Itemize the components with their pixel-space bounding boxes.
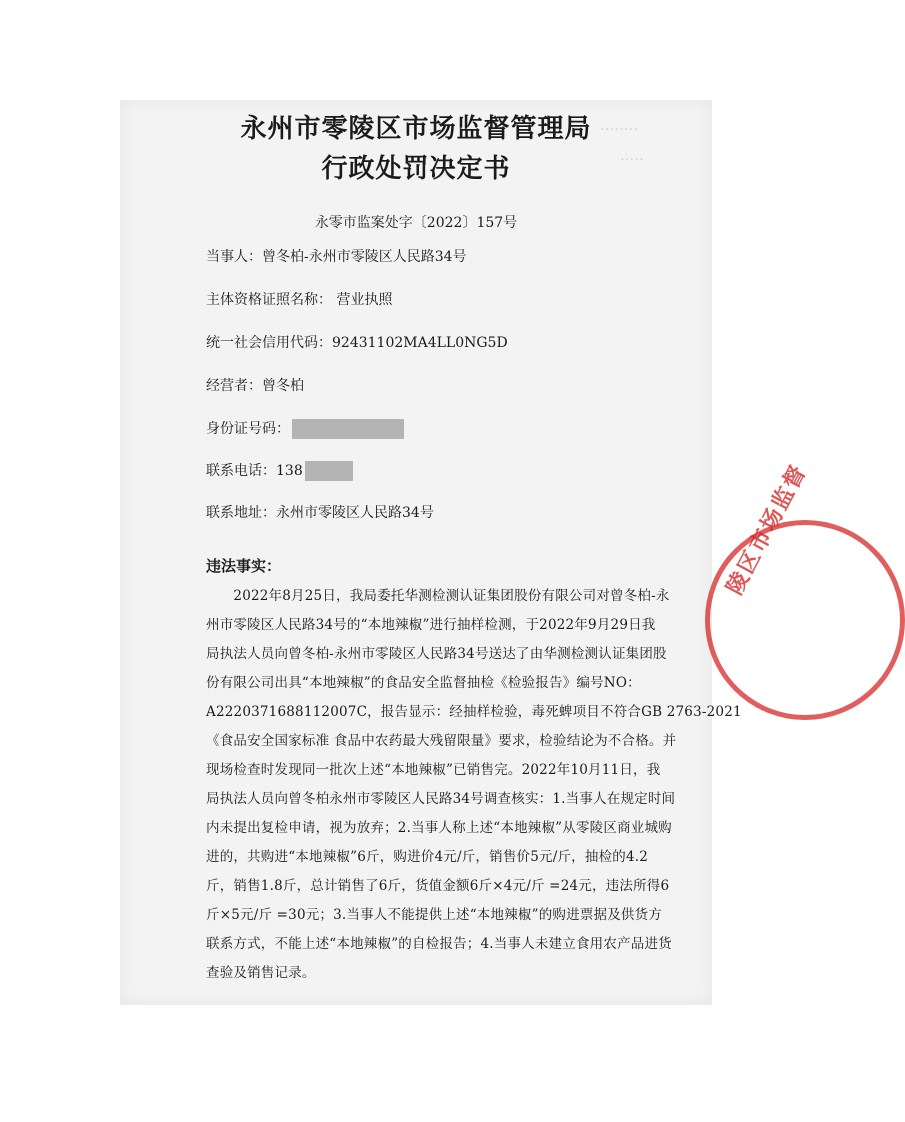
phone-label: 联系电话：138 xyxy=(206,463,303,479)
official-seal-stamp xyxy=(705,459,905,720)
facts-line: 联系方式，不能上述“本地辣椒”的自检报告；4.当事人未建立食用农产品进货 xyxy=(206,936,672,952)
address-field: 联系地址：永州市零陵区人民路34号 xyxy=(206,505,434,521)
facts-line: 局执法人员向曾冬柏-永州市零陵区人民路34号送达了由华测检测认证集团股 xyxy=(206,646,667,662)
facts-line: A2220371688112007C，报告显示：经抽样检验，毒死蜱项目不符合GB 2763-2021 xyxy=(206,704,742,720)
document-number: 永零市监案处字〔2022〕157号 xyxy=(314,215,518,231)
redaction-block xyxy=(305,461,353,481)
license-name-field: 主体资格证照名称： 营业执照 xyxy=(206,292,393,308)
id-number-field xyxy=(206,418,404,439)
document-title-agency: 永州市零陵区市场监督管理局 xyxy=(240,114,592,144)
bleed-through-mark: ····· xyxy=(620,150,644,168)
facts-line: 内未提出复检申请，视为放弃；2.当事人称上述“本地辣椒”从零陵区商业城购 xyxy=(206,820,672,836)
facts-line: 进的，共购进“本地辣椒”6斤，购进价4元/斤，销售价5元/斤，抽检的4.2 xyxy=(206,849,649,865)
facts-line: 份有限公司出具“本地辣椒”的食品安全监督抽检《检验报告》编号NO： xyxy=(206,675,641,691)
facts-line: 州市零陵区人民路34号的“本地辣椒”进行抽样检测，于2022年9月29日我 xyxy=(206,617,656,633)
facts-line: 斤×5元/斤 =30元；3.当事人不能提供上述“本地辣椒”的购进票据及供货方 xyxy=(206,907,663,923)
credit-code-field: 统一社会信用代码：92431102MA4LL0NG5D xyxy=(206,335,508,351)
facts-line: 2022年8月25日，我局委托华测检测认证集团股份有限公司对曾冬柏-永 xyxy=(206,588,670,604)
operator-field: 经营者：曾冬柏 xyxy=(206,378,304,394)
facts-line: 斤，销售1.8斤，总计销售了6斤，货值金额6斤×4元/斤 =24元，违法所得6 xyxy=(206,878,670,894)
seal-text: 陵区市场监督 xyxy=(721,459,813,600)
redaction-block xyxy=(292,419,404,439)
facts-line: 《食品安全国家标准 食品中农药最大残留限量》要求，检验结论为不合格。并 xyxy=(206,733,677,749)
facts-line: 局执法人员向曾冬柏永州市零陵区人民路34号调查核实：1.当事人在规定时间 xyxy=(206,791,676,807)
phone-field xyxy=(206,460,353,481)
party-field: 当事人：曾冬柏-永州市零陵区人民路34号 xyxy=(206,249,467,265)
id-number-label: 身份证号码： xyxy=(206,421,290,437)
document-title-type: 行政处罚决定书 xyxy=(321,154,511,184)
bleed-through-mark: ········ xyxy=(600,120,639,138)
scanned-document-page xyxy=(120,100,813,1005)
facts-line: 现场检查时发现同一批次上述“本地辣椒”已销售完。2022年10月11日，我 xyxy=(206,762,661,778)
facts-line: 查验及销售记录。 xyxy=(206,965,316,981)
violation-facts-heading: 违法事实： xyxy=(206,557,282,575)
